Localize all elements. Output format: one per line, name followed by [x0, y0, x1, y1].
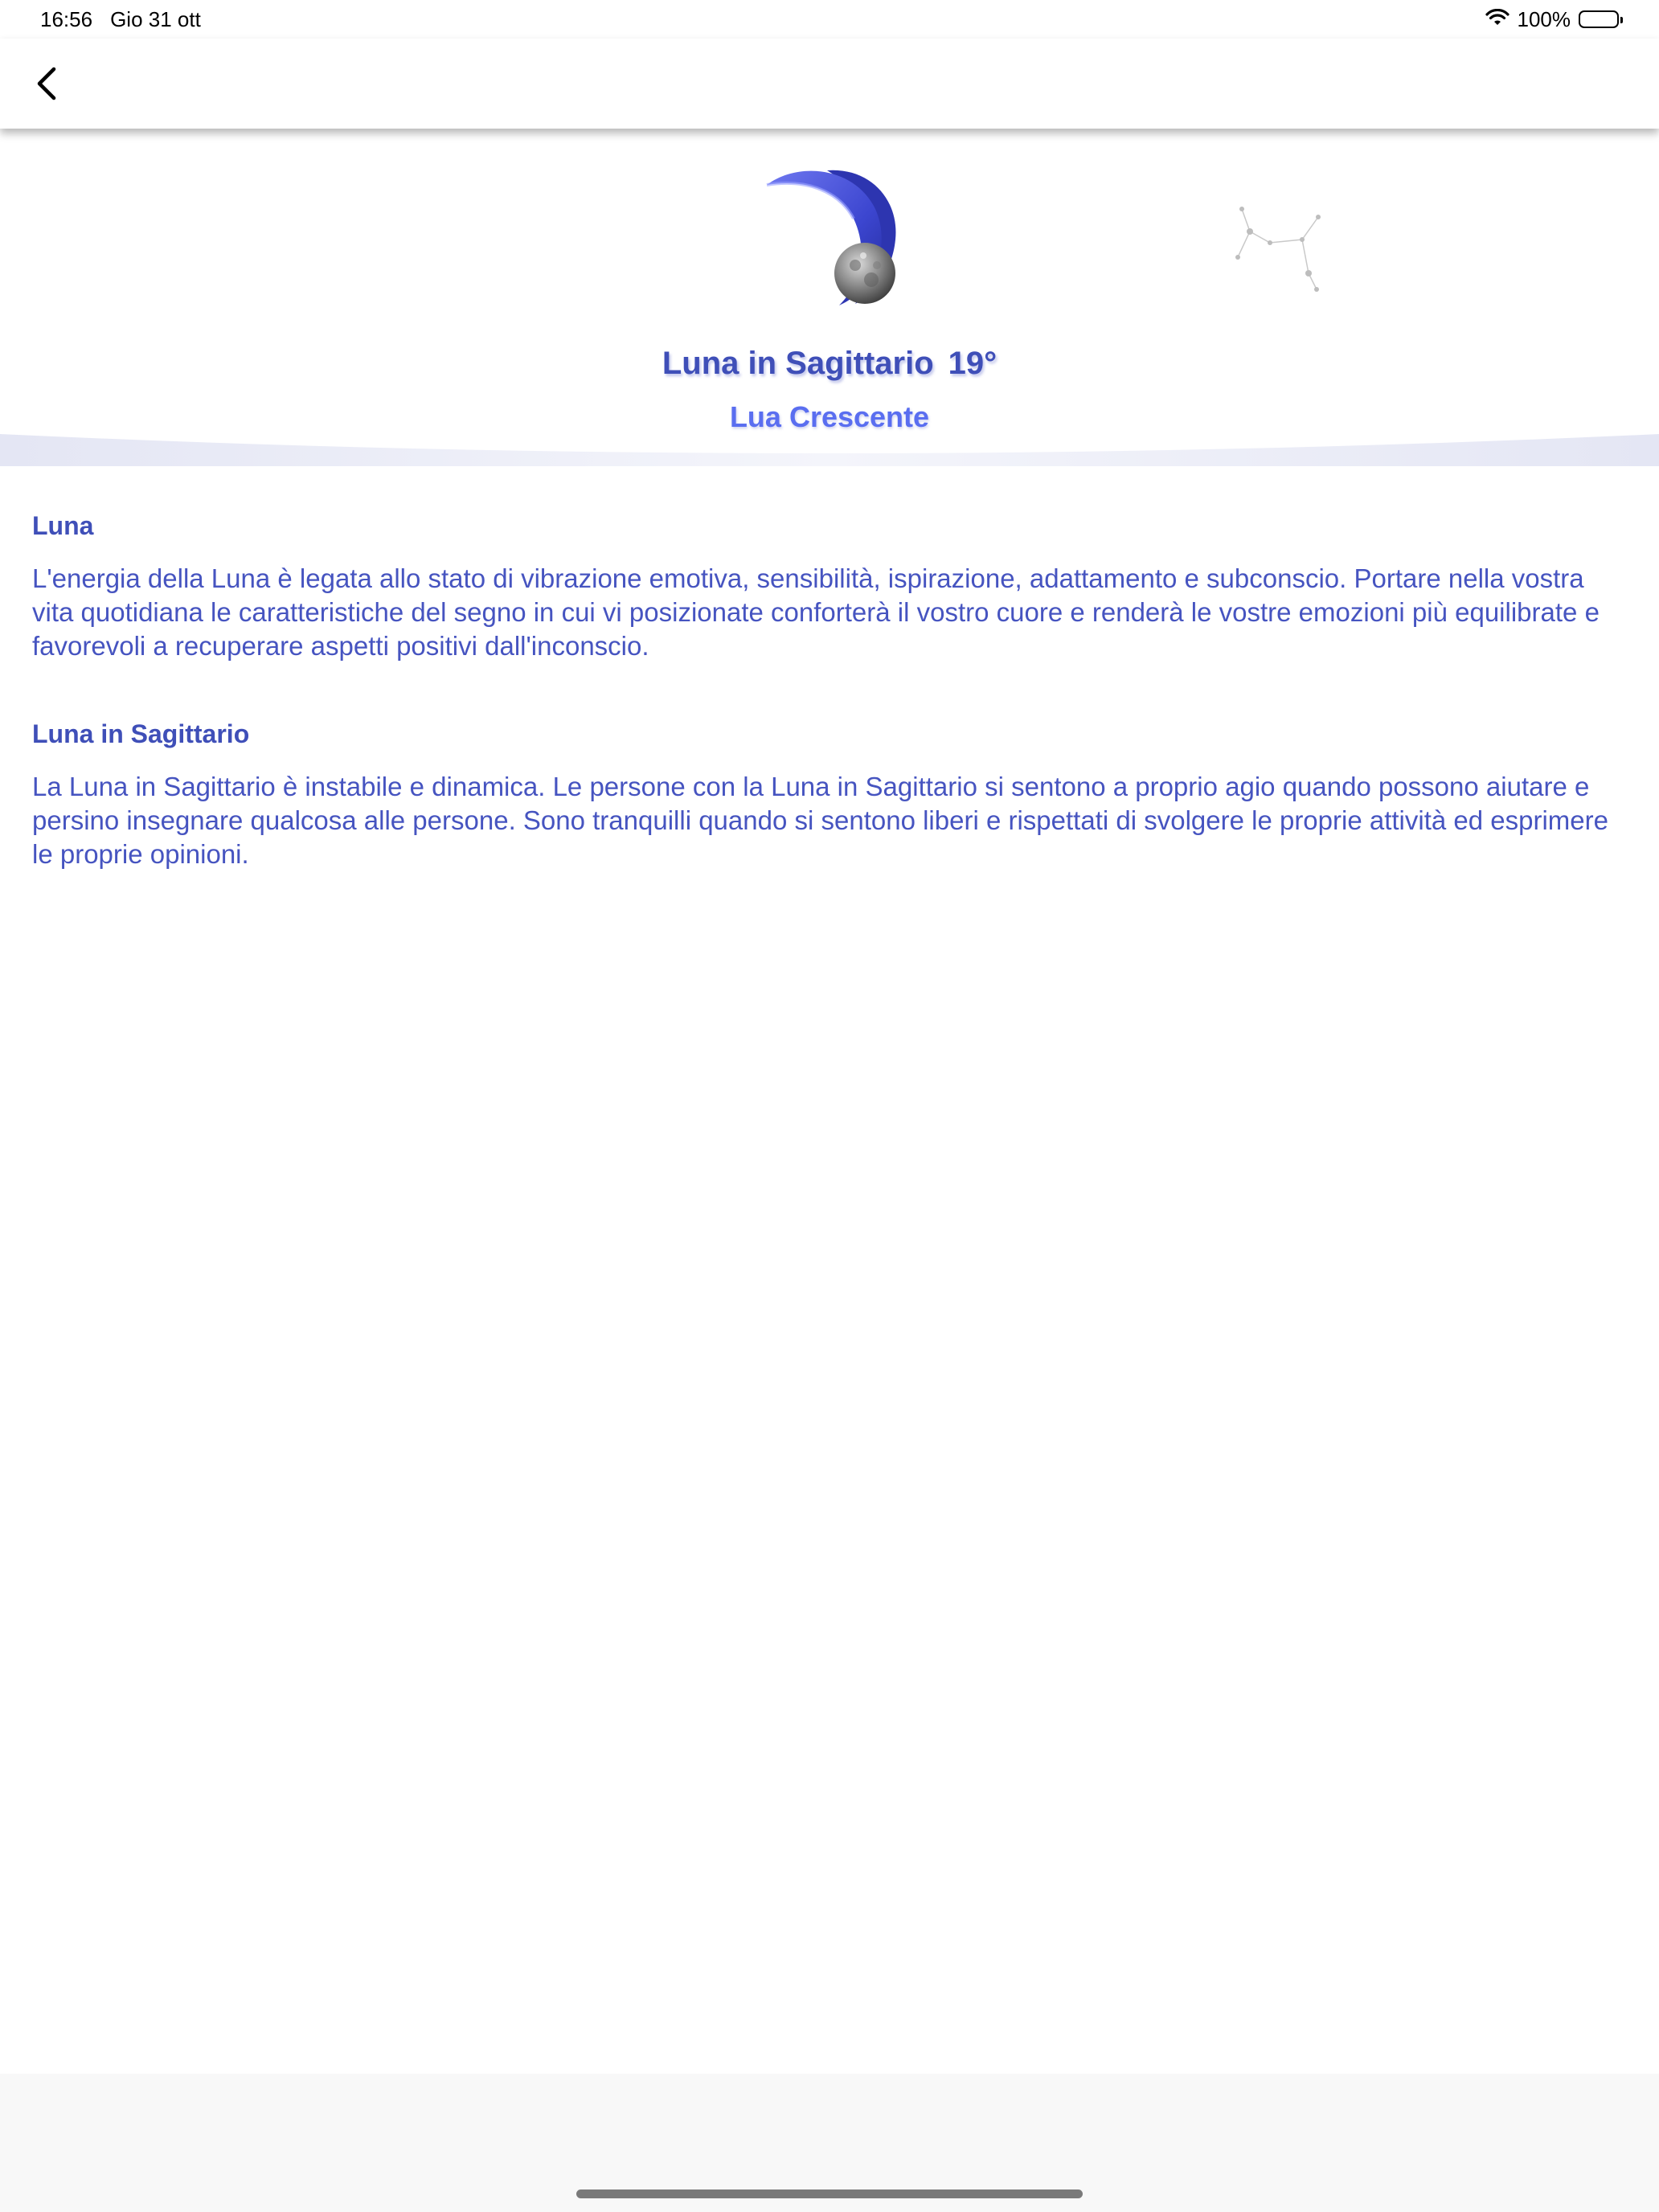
- section-title: Luna: [32, 511, 94, 540]
- section-luna-in-sign: [32, 719, 1624, 871]
- title-degree: 19°: [948, 346, 997, 381]
- sagittarius-constellation-icon: [1222, 185, 1334, 305]
- status-time: 16:56: [40, 6, 93, 31]
- navigation-bar: [0, 39, 1659, 129]
- header-divider: [0, 434, 1659, 466]
- title-sign: Luna in Sagittario: [662, 346, 934, 381]
- chevron-left-icon: [35, 66, 59, 101]
- battery-icon: [1579, 10, 1619, 28]
- status-date: Gio 31 ott: [110, 6, 201, 31]
- battery-percent: 100%: [1517, 6, 1571, 31]
- status-bar: [0, 0, 1659, 39]
- section-body: La Luna in Sagittario è instabile e dinamica. Le persone con la Luna in Sagittario si sentono a proprio agio quando possono aiutare e persino insegnare qualcosa alle persone. Sono tranquilli quando si sentono liberi e rispettati di svolgere le proprie attività ed esprimere le proprie opinioni.: [32, 772, 1608, 869]
- page-title: [0, 346, 1659, 382]
- home-indicator[interactable]: [576, 2189, 1083, 2198]
- section-luna: [32, 511, 1624, 663]
- section-title: Luna in Sagittario: [32, 719, 250, 748]
- moon-illustration: [743, 153, 911, 322]
- back-button[interactable]: [24, 61, 69, 106]
- section-body: L'energia della Luna è legata allo stato di vibrazione emotiva, sensibilità, ispirazione, adattamento e subconscio. Portare nella vostra vita quotidiana le caratteristiche del segno in cui vi posizionate conforterà il vostro cuore e renderà le vostre emozioni più equilibrate e favorevoli a recuperare aspetti positivi dall'inconscio.: [32, 563, 1600, 661]
- description-content: [32, 511, 1624, 871]
- moon-phase-label: Lua Crescente: [729, 400, 930, 433]
- header: [0, 129, 1659, 466]
- wifi-icon: [1485, 7, 1509, 32]
